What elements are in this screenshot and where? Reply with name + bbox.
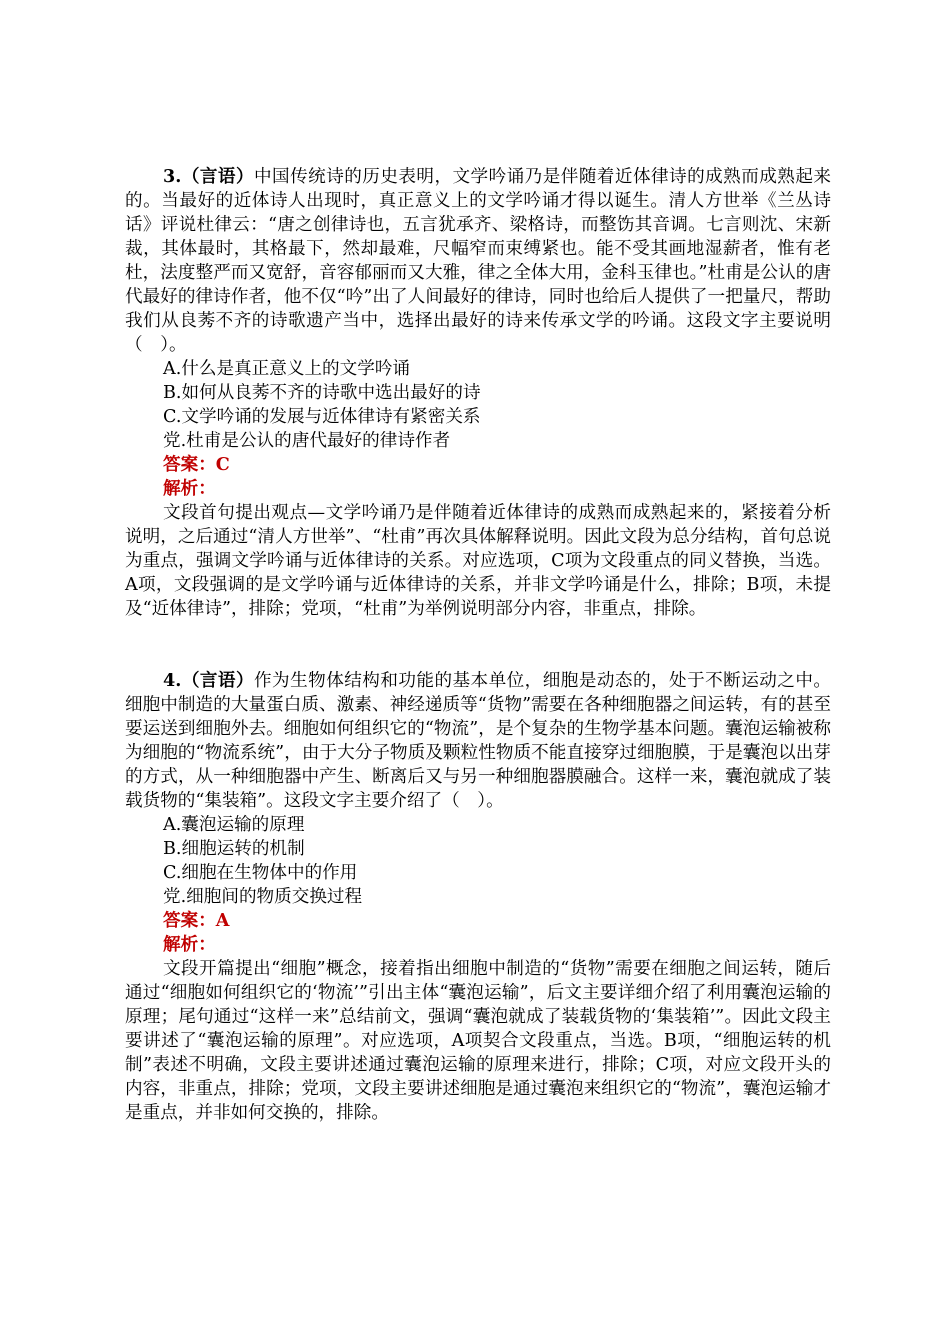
analysis-label: 解析：	[163, 934, 216, 955]
question-number: 4.	[163, 670, 182, 691]
question-block-3	[125, 165, 831, 621]
question-stem	[125, 165, 831, 357]
question-text: 作为生物体结构和功能的基本单位，细胞是动态的，处于不断运动之中。细胞中制造的大量蛋白质、激素、神经递质等“货物”需要在各种细胞器之间运转，有的甚至要运送到细胞外去。细胞如何组织它的“物流”，是个复杂的生物学基本问题。囊泡运输被称为细胞的“物流系统”，由于大分子物质及颗粒性物质不能直接穿过细胞膜，于是囊泡以出芽的方式，从一种细胞器中产生、断离后又与另一种细胞器膜融合。这样一来，囊泡就成了装载货物的“集装箱”。这段文字主要介绍了（ ）。	[125, 671, 831, 811]
document-page	[125, 165, 831, 1125]
question-tag: （言语）	[181, 166, 255, 187]
option-b: B.如何从良莠不齐的诗歌中选出最好的诗	[163, 383, 481, 403]
question-stem	[125, 669, 831, 813]
option-b: B.细胞运转的机制	[163, 839, 305, 859]
answer-label: 答案：C	[163, 454, 230, 475]
option-a: A.囊泡运输的原理	[163, 815, 305, 835]
question-text: 中国传统诗的历史表明，文学吟诵乃是伴随着近体律诗的成熟而成熟起来的。当最好的近体诗人出现时，真正意义上的文学吟诵才得以诞生。清人方世举《兰丛诗话》评说杜律云：“唐之创律诗也，五言犹承齐、梁格诗，而整饬其音调。七言则沈、宋新裁，其体最时，其格最下，然却最难，尺幅窄而束缚紧也。能不受其画地湿薪者，惟有老杜，法度整严而又宽舒，音容郁丽而又大雅，律之全体大用，金科玉律也。”杜甫是公认的唐代最好的律诗作者，他不仅“吟”出了人间最好的律诗，同时也给后人提供了一把量尺，帮助我们从良莠不齐的诗歌遗产当中，选择出最好的诗来传承文学的吟诵。这段文字主要说明（ ）。	[125, 167, 831, 355]
option-d: 党.细胞间的物质交换过程	[163, 887, 363, 907]
option-c: C.细胞在生物体中的作用	[163, 863, 358, 883]
analysis-label: 解析：	[163, 478, 216, 499]
answer-label: 答案：A	[163, 910, 230, 931]
option-a: A.什么是真正意义上的文学吟诵	[163, 359, 411, 379]
option-d: 党.杜甫是公认的唐代最好的律诗作者	[163, 431, 451, 451]
question-block-4	[125, 669, 831, 1125]
question-tag: （言语）	[181, 670, 255, 691]
analysis-text: 文段首句提出观点—文学吟诵乃是伴随着近体律诗的成熟而成熟起来的，紧接着分析说明，之后通过“清人方世举”、“杜甫”再次具体解释说明。因此文段为总分结构，首句总说为重点，强调文学吟诵与近体律诗的关系。对应选项，C项为文段重点的同义替换，当选。A项，文段强调的是文学吟诵与近体律诗的关系，并非文学吟诵是什么，排除；B项，未提及“近体律诗”，排除；党项，“杜甫”为举例说明部分内容，非重点，排除。	[125, 503, 831, 619]
question-number: 3.	[163, 166, 182, 187]
option-c: C.文学吟诵的发展与近体律诗有紧密关系	[163, 407, 481, 427]
analysis-text: 文段开篇提出“细胞”概念，接着指出细胞中制造的“货物”需要在细胞之间运转，随后通过“细胞如何组织它的‘物流’”引出主体“囊泡运输”，后文主要详细介绍了利用囊泡运输的原理；尾句通过“这样一来”总结前文，强调“囊泡就成了装载货物的‘集装箱’”。因此文段主要讲述了“囊泡运输的原理”。对应选项，A项契合文段重点，当选。B项，“细胞运转的机制”表述不明确，文段主要讲述通过囊泡运输的原理来进行，排除；C项，对应文段开头的内容，非重点，排除；党项，文段主要讲述细胞是通过囊泡来组织它的“物流”，囊泡运输才是重点，并非如何交换的，排除。	[125, 959, 831, 1123]
